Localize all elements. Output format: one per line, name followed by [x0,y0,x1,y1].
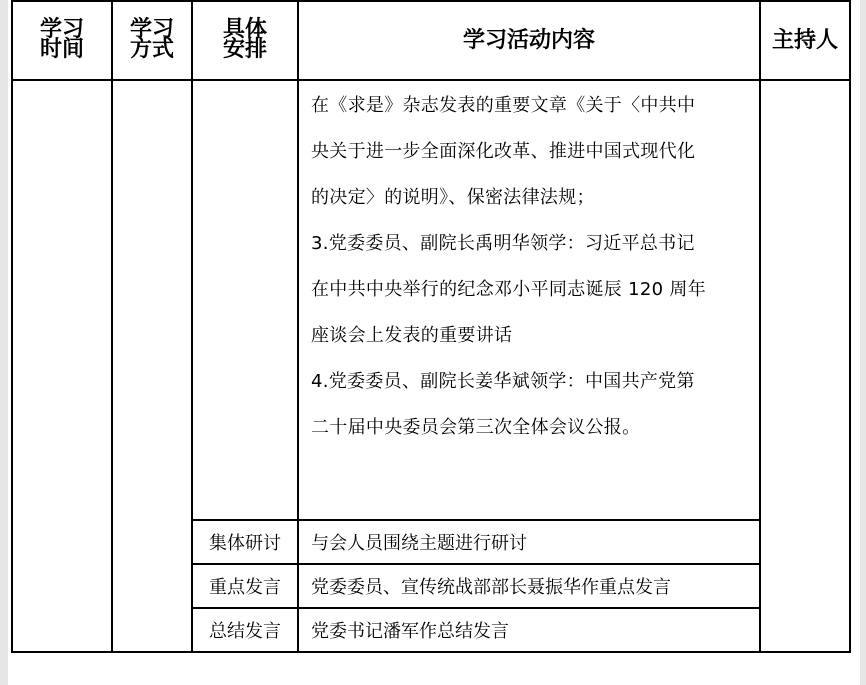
content-line: 在中共中央举行的纪念邓小平同志诞辰 120 周年 [311,279,706,300]
header-study-method-line1: 学习 [129,17,174,42]
content-line: 央关于进一步全面深化改革、推进中国式现代化 [311,141,696,162]
study-method-cell [112,80,192,652]
header-arrangement-line2: 安排 [222,37,267,62]
study-time-cell [12,80,112,652]
content-line: 二十届中央委员会第三次全体会议公报。 [311,417,641,438]
host-cell [760,80,850,652]
header-row [12,1,850,80]
header-host: 主持人 [760,1,850,80]
activity-content-cell: 党委书记潘军作总结发言 [298,608,760,652]
header-study-time [12,1,112,80]
activity-content-cell: 党委委员、宣传统战部部长聂振华作重点发言 [298,564,760,608]
header-study-time-line1: 学习 [39,17,84,42]
content-line: 3.党委委员、副院长禹明华领学：习近平总书记 [311,233,695,254]
header-activity-content: 学习活动内容 [298,1,760,80]
header-study-method-line2: 方式 [129,37,174,62]
arrangement-cell: 重点发言 [192,564,298,608]
content-line: 座谈会上发表的重要讲话 [311,325,513,346]
activity-content-cell: 与会人员围绕主题进行研讨 [298,520,760,564]
arrangement-cell [192,80,298,520]
study-schedule-table [11,0,851,653]
header-arrangement-line1: 具体 [222,17,267,42]
header-study-method [112,1,192,80]
activity-content-cell [298,80,760,520]
table-row [12,80,850,520]
content-line: 的决定〉的说明》、保密法律法规； [311,187,595,208]
header-study-time-line2: 时间 [39,37,84,62]
header-arrangement [192,1,298,80]
arrangement-cell: 总结发言 [192,608,298,652]
arrangement-cell: 集体研讨 [192,520,298,564]
content-line: 4.党委委员、副院长姜华斌领学：中国共产党第 [311,371,695,392]
content-line: 在《求是》杂志发表的重要文章《关于〈中共中 [311,95,696,116]
